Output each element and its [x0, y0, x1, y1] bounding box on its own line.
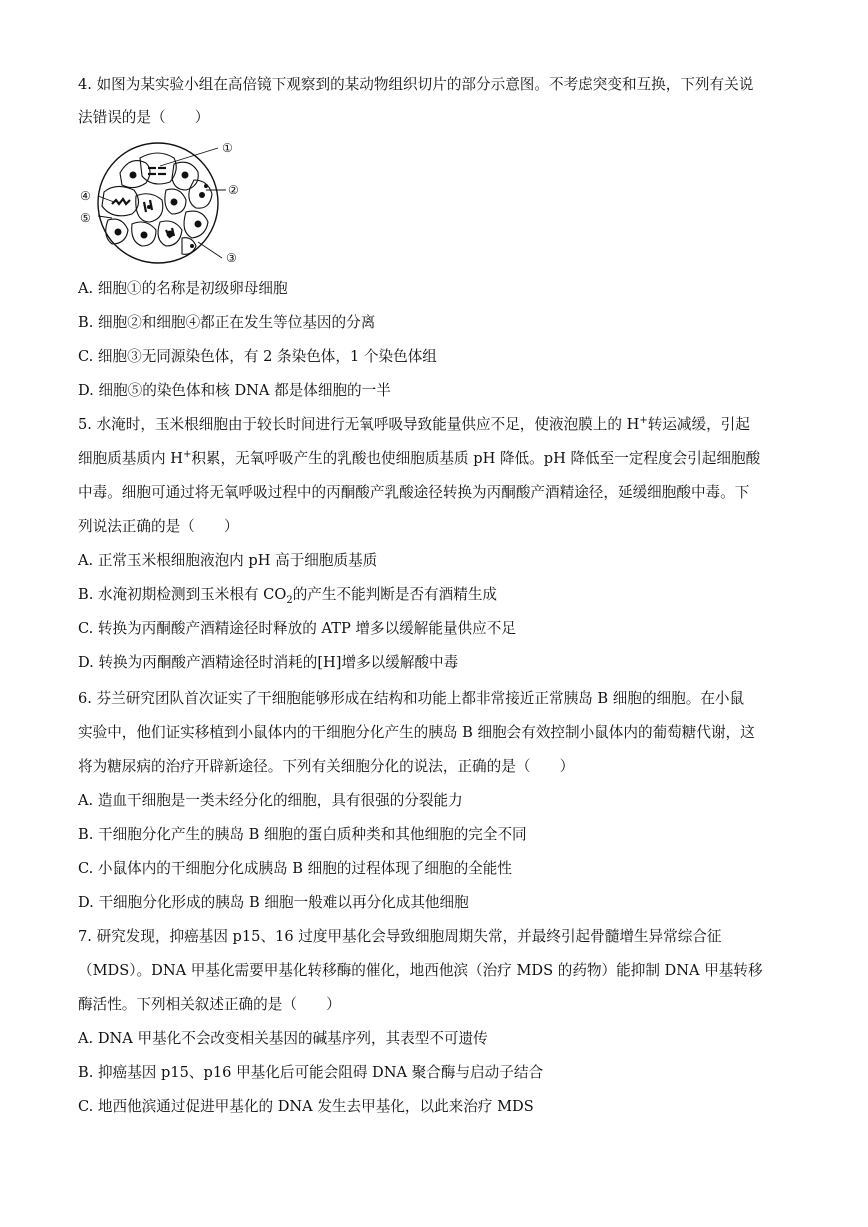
q4-option-d: D. 细胞⑤的染色体和核 DNA 都是体细胞的一半: [78, 382, 391, 399]
q7-option-b: B. 抑癌基因 p15、p16 甲基化后可能会阻碍 DNA 聚合酶与启动子结合: [78, 1064, 544, 1081]
q5-option-b-a: B. 水淹初期检测到玉米根有 CO: [78, 586, 287, 603]
q4-stem-line1: 4. 如图为某实验小组在高倍镜下观察到的某动物组织切片的部分示意图。不考虑突变和互换，下列有关说: [78, 76, 754, 93]
q5-option-d: D. 转换为丙酮酸产酒精途径时消耗的[H]增多以缓解酸中毒: [78, 654, 459, 671]
q5-stem-line1-b: 转运减缓，引起: [647, 416, 750, 433]
q7-option-a: A. DNA 甲基化不会改变相关基因的碱基序列，其表型不可遗传: [78, 1030, 488, 1047]
q5-option-b: [78, 586, 497, 604]
cell-tissue-section-figure: [78, 138, 268, 268]
q6-stem-line1: 6. 芬兰研究团队首次证实了干细胞能够形成在结构和功能上都非常接近正常胰岛 B 细胞的细胞。在小鼠: [78, 690, 745, 707]
q5-stem-line3: 中毒。细胞可通过将无氧呼吸过程中的丙酮酸产乳酸途径转换为丙酮酸产酒精途径，延缓细胞酸中毒。下: [78, 484, 750, 501]
q5-stem-line4: 列说法正确的是（ ）: [78, 518, 239, 535]
q5-stem-line1: [78, 416, 750, 434]
q4-stem-line2: 法错误的是（ ）: [78, 109, 210, 126]
cell-diagram: [78, 138, 268, 268]
q7-stem-line2: （MDS）。DNA 甲基化需要甲基化转移酶的催化，地西他滨（治疗 MDS 的药物）能抑制 DNA 甲基转移: [78, 962, 763, 979]
q4-option-b: B. 细胞②和细胞④都正在发生等位基因的分离: [78, 314, 376, 331]
q6-stem-line3: 将为糖尿病的治疗开辟新途径。下列有关细胞分化的说法，正确的是（ ）: [78, 758, 575, 775]
q6-option-c: C. 小鼠体内的干细胞分化成胰岛 B 细胞的过程体现了细胞的全能性: [78, 860, 512, 877]
q5-stem-line2-a: 细胞质基质内 H: [78, 450, 183, 467]
q5-option-b-sub: 2: [286, 594, 293, 606]
q5-stem-line1-sup: +: [639, 415, 648, 427]
q4-option-c: C. 细胞③无同源染色体，有 2 条染色体，1 个染色体组: [78, 348, 437, 365]
figure-label-1: ①: [222, 141, 233, 155]
figure-label-5: ⑤: [80, 211, 91, 225]
q4-option-a: A. 细胞①的名称是初级卵母细胞: [78, 280, 288, 297]
q5-stem-line2-b: 积累，无氧呼吸产生的乳酸也使细胞质基质 pH 降低。pH 降低至一定程度会引起细胞酸: [191, 450, 761, 467]
q5-option-b-b: 的产生不能判断是否有酒精生成: [292, 586, 498, 603]
q7-stem-line3: 酶活性。下列相关叙述正确的是（ ）: [78, 996, 341, 1013]
q6-option-b: B. 干细胞分化产生的胰岛 B 细胞的蛋白质种类和其他细胞的完全不同: [78, 826, 527, 843]
figure-label-2: ②: [228, 183, 239, 197]
q5-option-a: A. 正常玉米根细胞液泡内 pH 高于细胞质基质: [78, 552, 378, 569]
q6-option-a: A. 造血干细胞是一类未经分化的细胞，具有很强的分裂能力: [78, 792, 463, 809]
figure-label-4: ④: [80, 189, 91, 203]
q6-stem-line2: 实验中，他们证实移植到小鼠体内的干细胞分化产生的胰岛 B 细胞会有效控制小鼠体内的葡萄糖代谢，这: [78, 724, 755, 741]
q5-stem-line2: [78, 450, 760, 468]
q6-option-d: D. 干细胞分化形成的胰岛 B 细胞一般难以再分化成其他细胞: [78, 894, 469, 911]
q7-stem-line1: 7. 研究发现，抑癌基因 p15、16 过度甲基化会导致细胞周期失常，并最终引起骨髓增生异常综合征: [78, 928, 722, 945]
figure-label-3: ③: [226, 251, 237, 265]
q5-option-c: C. 转换为丙酮酸产酒精途径时释放的 ATP 增多以缓解能量供应不足: [78, 620, 516, 637]
q5-stem-line2-sup: +: [182, 449, 192, 461]
q7-option-c: C. 地西他滨通过促进甲基化的 DNA 发生去甲基化，以此来治疗 MDS: [78, 1098, 534, 1115]
q5-stem-line1-a: 5. 水淹时，玉米根细胞由于较长时间进行无氧呼吸导致能量供应不足，使液泡膜上的 H: [78, 416, 640, 433]
